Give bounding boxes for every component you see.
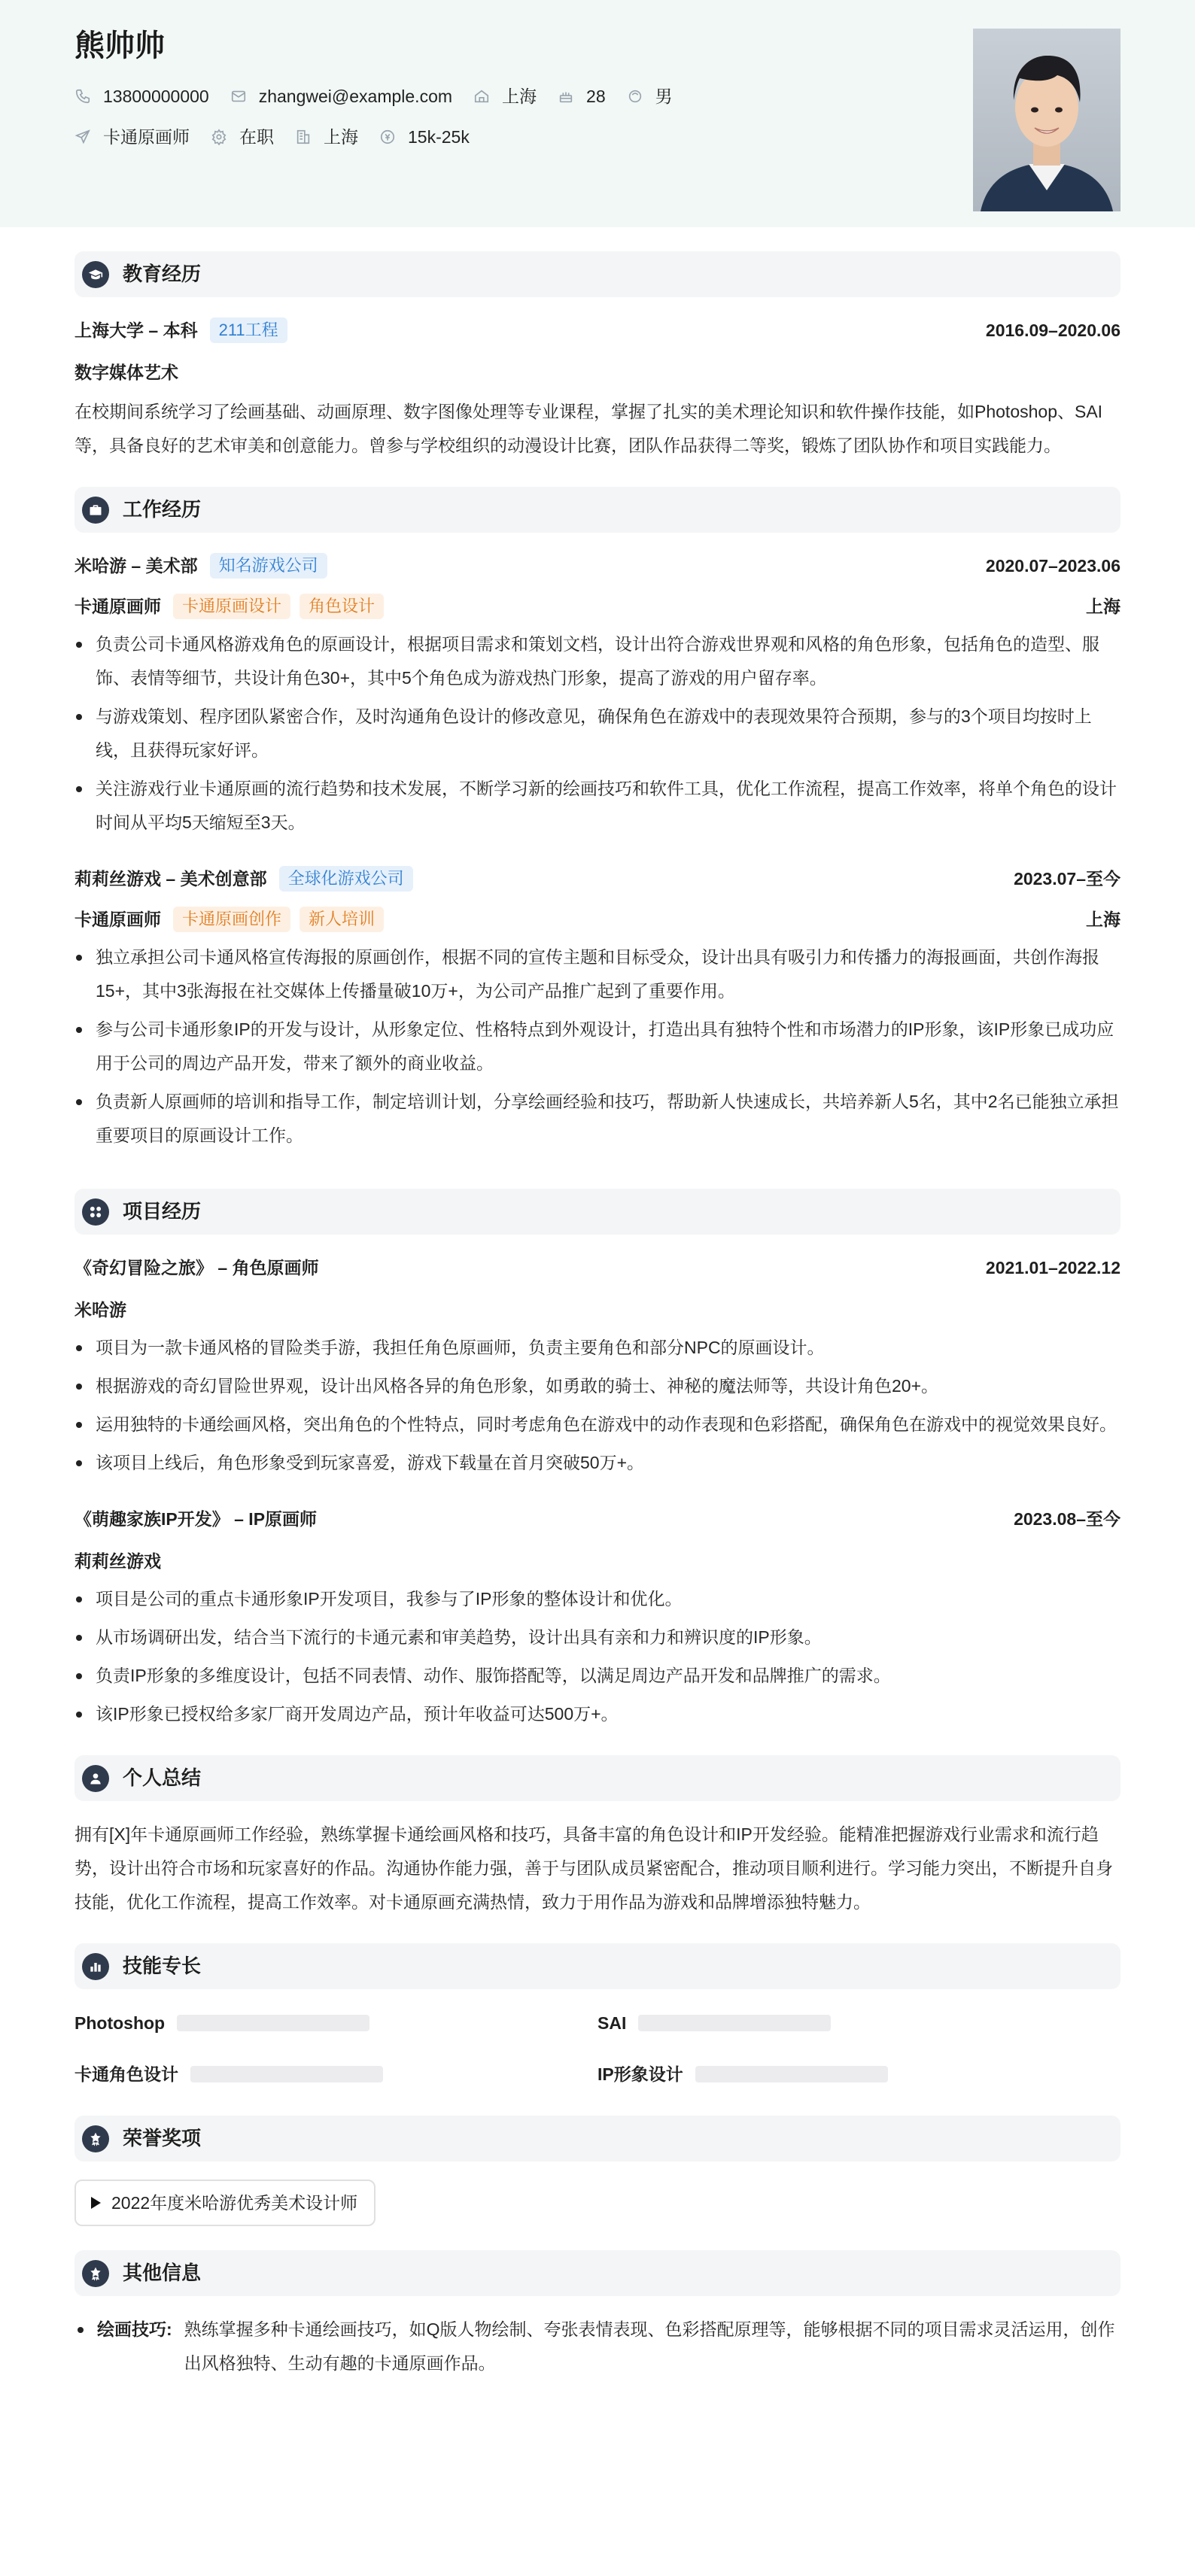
list-item: 参与公司卡通形象IP的开发与设计，从形象定位、性格特点到外观设计，打造出具有独特个性和市场潜力的IP形象，该IP形象已成功应用于公司的周边产品开发，带来了额外的商业收益。 bbox=[74, 1013, 1121, 1080]
list-item: 该IP形象已授权给多家厂商开发周边产品，预计年收益可达500万+。 bbox=[74, 1697, 1121, 1731]
gear-icon bbox=[211, 129, 227, 145]
role-tag: 新人培训 bbox=[300, 907, 384, 932]
work-role-row bbox=[74, 903, 1121, 936]
target-job-info bbox=[74, 124, 190, 150]
work-role-row bbox=[74, 590, 1121, 623]
project-bullets bbox=[74, 1582, 1121, 1731]
education-description: 在校期间系统学习了绘画基础、动画原理、数字图像处理等专业课程，掌握了扎实的美术理论知识和软件操作技能，如Photoshop、SAI等，具备良好的艺术审美和创意能力。曾参与学校组织的动漫设计比赛，团队作品获得二等奖，锻炼了团队协作和项目实践能力。 bbox=[74, 402, 1103, 455]
education-period: 2016.09–2020.06 bbox=[985, 320, 1121, 340]
send-icon bbox=[74, 129, 91, 145]
project-name-row bbox=[74, 1251, 1121, 1284]
skills-section-header bbox=[74, 1943, 1121, 1989]
work-location: 上海 bbox=[1086, 596, 1121, 616]
bar-chart-icon bbox=[82, 1953, 109, 1980]
skill-item bbox=[598, 2006, 1121, 2040]
skill-name: IP形象设计 bbox=[598, 2064, 683, 2084]
project-name-row bbox=[74, 1502, 1121, 1536]
grid-icon bbox=[82, 1198, 109, 1226]
contact-row bbox=[74, 83, 1121, 110]
honor-badge bbox=[74, 2180, 376, 2226]
education-major: 数字媒体艺术 bbox=[74, 362, 178, 382]
money-icon bbox=[379, 129, 396, 145]
status-info bbox=[211, 124, 274, 150]
target-city-info bbox=[295, 124, 358, 150]
work-bullets bbox=[74, 940, 1121, 1153]
education-section-header bbox=[74, 251, 1121, 297]
list-item: 运用独特的卡通绘画风格，突出角色的个性特点，同时考虑角色在游戏中的动作表现和色彩搭配，确保角色在游戏中的视觉效果良好。 bbox=[74, 1408, 1121, 1441]
job-intent-row bbox=[74, 123, 1121, 150]
phone-info bbox=[74, 84, 209, 110]
salary-text: 15k-25k bbox=[408, 126, 470, 147]
work-company-row bbox=[74, 862, 1121, 895]
role-tag: 卡通原画设计 bbox=[173, 594, 290, 619]
other-info-value: 熟练掌握多种卡通绘画技巧，如Q版人物绘制、夸张表情表现、色彩搭配原理等，能够根据不同的项目需求灵活运用，创作出风格独特、生动有趣的卡通原画作品。 bbox=[184, 2319, 1115, 2373]
work-title: 工作经历 bbox=[123, 498, 202, 521]
school-tag: 211工程 bbox=[210, 317, 287, 343]
play-triangle-icon bbox=[91, 2197, 101, 2209]
target-job-text: 卡通原画师 bbox=[103, 126, 190, 147]
list-item: 与游戏策划、程序团队紧密合作，及时沟通角色设计的修改意见，确保角色在游戏中的表现效果符合预期，参与的3个项目均按时上线，且获得玩家好评。 bbox=[74, 700, 1121, 767]
avatar bbox=[973, 29, 1121, 211]
project-name: 《奇幻冒险之旅》 – 角色原画师 bbox=[74, 1257, 319, 1277]
company-tag: 知名游戏公司 bbox=[210, 553, 327, 579]
skills-grid bbox=[74, 2006, 1121, 2091]
other-title: 其他信息 bbox=[123, 2262, 202, 2284]
skills-title: 技能专长 bbox=[123, 1955, 202, 1977]
other-info-item bbox=[74, 2313, 1121, 2380]
skill-name: Photoshop bbox=[74, 2012, 166, 2033]
target-city-text: 上海 bbox=[324, 126, 358, 147]
honors-section-header bbox=[74, 2116, 1121, 2161]
work-company-row bbox=[74, 549, 1121, 582]
list-item: 项目是公司的重点卡通形象IP开发项目，我参与了IP形象的整体设计和优化。 bbox=[74, 1582, 1121, 1616]
summary-text: 拥有[X]年卡通原画师工作经验，熟练掌握卡通绘画风格和技巧，具备丰富的角色设计和IP开发经验。能精准把握游戏行业需求和流行趋势，设计出符合市场和玩家喜好的作品。沟通协作能力强，善于与团队成员紧密配合，推动项目顺利进行。学习能力突出，不断提升自身技能，优化工作流程，提高工作效率。对卡通原画充满热情，致力于用作品为游戏和品牌增添独特魅力。 bbox=[74, 1824, 1113, 1912]
project-entry bbox=[74, 1251, 1121, 1480]
graduation-cap-icon bbox=[82, 261, 109, 288]
other-info-key: 绘画技巧: bbox=[97, 2319, 172, 2339]
company-tag: 全球化游戏公司 bbox=[279, 866, 413, 892]
skill-bar bbox=[177, 2015, 369, 2031]
list-item: 从市场调研出发，结合当下流行的卡通元素和审美趋势，设计出具有亲和力和辨识度的IP形象。 bbox=[74, 1621, 1121, 1654]
company-name: 米哈游 – 美术部 bbox=[74, 555, 198, 576]
skill-bar bbox=[695, 2066, 888, 2082]
gender-text: 男 bbox=[655, 86, 673, 106]
list-item: 关注游戏行业卡通原画的流行趋势和技术发展，不断学习新的绘画技巧和软件工具，优化工作流程，提高工作效率，将单个角色的设计时间从平均5天缩短至3天。 bbox=[74, 772, 1121, 840]
resume-header bbox=[0, 0, 1195, 227]
user-icon bbox=[82, 1765, 109, 1792]
resume-content bbox=[0, 251, 1195, 2380]
project-name: 《萌趣家族IP开发》 – IP原画师 bbox=[74, 1508, 318, 1529]
work-entry bbox=[74, 862, 1121, 1153]
work-period: 2023.07–至今 bbox=[1014, 868, 1121, 889]
skill-item bbox=[74, 2057, 598, 2091]
projects-section-header bbox=[74, 1189, 1121, 1235]
skill-name: SAI bbox=[598, 2012, 627, 2033]
list-item: 项目为一款卡通风格的冒险类手游，我担任角色原画师，负责主要角色和部分NPC的原画设计。 bbox=[74, 1331, 1121, 1365]
education-title: 教育经历 bbox=[123, 263, 202, 285]
candidate-name: 熊帅帅 bbox=[74, 29, 165, 62]
education-school-row bbox=[74, 314, 1121, 347]
skill-bar bbox=[190, 2066, 383, 2082]
role-tag: 卡通原画创作 bbox=[173, 907, 290, 932]
email-text[interactable]: zhangwei@example.com bbox=[258, 86, 453, 106]
project-org: 莉莉丝游戏 bbox=[74, 1551, 161, 1571]
age-info bbox=[558, 84, 606, 110]
work-section-header bbox=[74, 487, 1121, 533]
project-org: 米哈游 bbox=[74, 1299, 126, 1320]
gender-icon bbox=[627, 88, 643, 105]
briefcase-icon bbox=[82, 497, 109, 524]
age-text: 28 bbox=[586, 86, 606, 106]
list-item: 根据游戏的奇幻冒险世界观，设计出风格各异的角色形象，如勇敢的骑士、神秘的魔法师等，共设计角色20+。 bbox=[74, 1369, 1121, 1403]
list-item: 独立承担公司卡通风格宣传海报的原画创作，根据不同的宣传主题和目标受众，设计出具有吸引力和传播力的海报画面，共创作海报15+，其中3张海报在社交媒体上传播量破10万+，为公司产品推广起到了重要作用。 bbox=[74, 940, 1121, 1008]
other-section-header bbox=[74, 2250, 1121, 2296]
work-period: 2020.07–2023.06 bbox=[985, 555, 1121, 576]
skill-item bbox=[74, 2006, 598, 2040]
phone-icon bbox=[74, 88, 91, 105]
company-name: 莉莉丝游戏 – 美术创意部 bbox=[74, 868, 267, 889]
mail-icon bbox=[230, 88, 247, 105]
project-entry bbox=[74, 1502, 1121, 1731]
email-info bbox=[230, 84, 452, 110]
award-icon bbox=[82, 2125, 109, 2152]
status-text: 在职 bbox=[239, 126, 274, 147]
salary-info bbox=[379, 124, 470, 150]
building-icon bbox=[295, 129, 312, 145]
role-tag: 角色设计 bbox=[300, 594, 384, 619]
skill-item bbox=[598, 2057, 1121, 2091]
skill-name: 卡通角色设计 bbox=[74, 2064, 178, 2084]
project-bullets bbox=[74, 1331, 1121, 1480]
list-item: 负责新人原画师的培训和指导工作，制定培训计划，分享绘画经验和技巧，帮助新人快速成长，共培养新人5名，其中2名已能独立承担重要项目的原画设计工作。 bbox=[74, 1085, 1121, 1153]
role-name: 卡通原画师 bbox=[74, 909, 161, 929]
honor-text: 2022年度米哈游优秀美术设计师 bbox=[111, 2192, 358, 2213]
summary-section-header bbox=[74, 1755, 1121, 1801]
list-item: 负责IP形象的多维度设计，包括不同表情、动作、服饰搭配等，以满足周边产品开发和品牌推广的需求。 bbox=[74, 1659, 1121, 1693]
list-item: 该项目上线后，角色形象受到玩家喜爱，游戏下载量在首月突破50万+。 bbox=[74, 1446, 1121, 1480]
projects-title: 项目经历 bbox=[123, 1200, 202, 1223]
project-period: 2023.08–至今 bbox=[1014, 1508, 1121, 1529]
city-text: 上海 bbox=[502, 86, 537, 106]
school-name: 上海大学 – 本科 bbox=[74, 320, 198, 340]
award-icon bbox=[82, 2260, 109, 2287]
work-location: 上海 bbox=[1086, 909, 1121, 929]
role-name: 卡通原画师 bbox=[74, 596, 161, 616]
summary-title: 个人总结 bbox=[123, 1766, 202, 1789]
work-bullets bbox=[74, 627, 1121, 840]
home-icon bbox=[473, 88, 490, 105]
phone-text[interactable]: 13800000000 bbox=[103, 86, 209, 106]
gender-info bbox=[627, 84, 673, 110]
project-period: 2021.01–2022.12 bbox=[985, 1257, 1121, 1277]
cake-icon bbox=[558, 88, 574, 105]
work-entry bbox=[74, 549, 1121, 840]
honors-title: 荣誉奖项 bbox=[123, 2127, 202, 2149]
list-item: 负责公司卡通风格游戏角色的原画设计，根据项目需求和策划文档，设计出符合游戏世界观和风格的角色形象，包括角色的造型、服饰、表情等细节，共设计角色30+，其中5个角色成为游戏热门形象，提高了游戏的用户留存率。 bbox=[74, 627, 1121, 695]
city-info bbox=[473, 84, 537, 110]
skill-bar bbox=[638, 2015, 831, 2031]
